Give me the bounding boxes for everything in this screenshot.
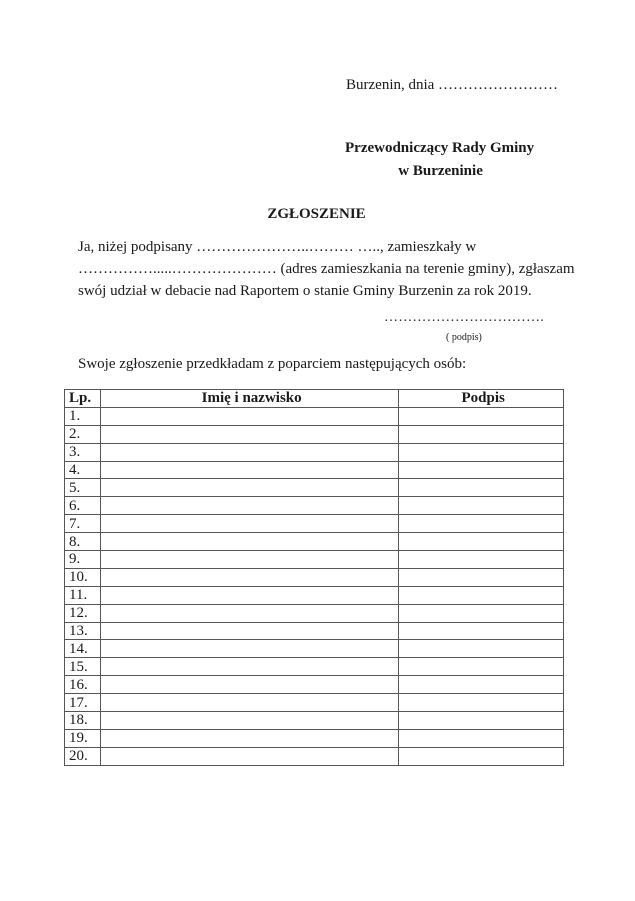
table-row (65, 551, 564, 569)
signature-cell[interactable] (399, 729, 564, 747)
name-cell[interactable] (100, 443, 398, 461)
signature-cell[interactable] (399, 747, 564, 765)
document-title (0, 206, 635, 223)
name-cell[interactable] (100, 425, 398, 443)
name-cell[interactable] (100, 533, 398, 551)
table-row (65, 747, 564, 765)
support-intro: Swoje zgłoszenie przedkładam z poparciem następujących osób: (78, 356, 467, 372)
row-number: 15. (65, 658, 101, 676)
table-row (65, 443, 564, 461)
name-cell[interactable] (100, 729, 398, 747)
place-date: Burzenin, dnia …………………… (346, 77, 559, 93)
declaration-line-2: …………….....………………… (adres zamieszkania na terenie gminy), zgłaszam (78, 261, 575, 277)
supporters-table (64, 389, 564, 766)
name-cell[interactable] (100, 604, 398, 622)
table-row (65, 658, 564, 676)
table-row (65, 533, 564, 551)
signature-cell[interactable] (399, 568, 564, 586)
table-row (65, 497, 564, 515)
signature-cell[interactable] (399, 604, 564, 622)
name-cell[interactable] (100, 694, 398, 712)
row-number: 9. (65, 551, 101, 569)
name-cell[interactable] (100, 568, 398, 586)
table-row (65, 479, 564, 497)
declaration-line-1: Ja, niżej podpisany …………………..……… ….., zamieszkały w (78, 239, 477, 255)
table-row (65, 729, 564, 747)
name-cell[interactable] (100, 658, 398, 676)
row-number: 18. (65, 712, 101, 730)
table-row (65, 586, 564, 604)
name-cell[interactable] (100, 747, 398, 765)
table-row (65, 694, 564, 712)
name-cell[interactable] (100, 461, 398, 479)
row-number: 8. (65, 533, 101, 551)
table-row (65, 640, 564, 658)
signature-cell[interactable] (399, 640, 564, 658)
declaration-paragraph (78, 236, 575, 302)
signature-cell[interactable] (399, 551, 564, 569)
name-cell[interactable] (100, 497, 398, 515)
name-cell[interactable] (100, 676, 398, 694)
table-header-row (65, 390, 564, 408)
row-number: 2. (65, 425, 101, 443)
row-number: 5. (65, 479, 101, 497)
table-row (65, 568, 564, 586)
row-number: 4. (65, 461, 101, 479)
signature-cell[interactable] (399, 658, 564, 676)
row-number: 10. (65, 568, 101, 586)
name-cell[interactable] (100, 479, 398, 497)
table-row (65, 622, 564, 640)
recipient-title: Przewodniczący Rady Gminy (345, 140, 535, 156)
recipient-block (345, 137, 534, 183)
row-number: 12. (65, 604, 101, 622)
table-row (65, 407, 564, 425)
name-cell[interactable] (100, 551, 398, 569)
name-cell[interactable] (100, 712, 398, 730)
row-number: 6. (65, 497, 101, 515)
document-title-text: ZGŁOSZENIE (267, 206, 366, 222)
row-number: 17. (65, 694, 101, 712)
row-number: 19. (65, 729, 101, 747)
table-row (65, 461, 564, 479)
table-row (65, 515, 564, 533)
table-row (65, 712, 564, 730)
signature-cell[interactable] (399, 425, 564, 443)
signature-cell[interactable] (399, 586, 564, 604)
row-number: 1. (65, 407, 101, 425)
header-lp: Lp. (65, 390, 101, 408)
row-number: 7. (65, 515, 101, 533)
signature-line: ……………………………. (384, 310, 544, 325)
header-signature: Podpis (399, 390, 564, 408)
signature-cell[interactable] (399, 515, 564, 533)
recipient-location: w Burzeninie (398, 163, 483, 179)
table-row (65, 676, 564, 694)
signature-cell[interactable] (399, 676, 564, 694)
name-cell[interactable] (100, 407, 398, 425)
signature-cell[interactable] (399, 712, 564, 730)
signature-cell[interactable] (399, 694, 564, 712)
signature-cell[interactable] (399, 479, 564, 497)
signature-cell[interactable] (399, 622, 564, 640)
declaration-line-3: swój udział w debacie nad Raportem o stanie Gminy Burzenin za rok 2019. (78, 283, 532, 299)
table-row (65, 425, 564, 443)
name-cell[interactable] (100, 586, 398, 604)
signature-cell[interactable] (399, 497, 564, 515)
row-number: 14. (65, 640, 101, 658)
name-cell[interactable] (100, 640, 398, 658)
table-row (65, 604, 564, 622)
row-number: 11. (65, 586, 101, 604)
row-number: 3. (65, 443, 101, 461)
name-cell[interactable] (100, 622, 398, 640)
row-number: 13. (65, 622, 101, 640)
signature-cell[interactable] (399, 461, 564, 479)
row-number: 16. (65, 676, 101, 694)
signature-caption: ( podpis) (446, 332, 482, 343)
row-number: 20. (65, 747, 101, 765)
signature-cell[interactable] (399, 407, 564, 425)
header-name: Imię i nazwisko (100, 390, 398, 408)
signature-cell[interactable] (399, 533, 564, 551)
name-cell[interactable] (100, 515, 398, 533)
signature-cell[interactable] (399, 443, 564, 461)
